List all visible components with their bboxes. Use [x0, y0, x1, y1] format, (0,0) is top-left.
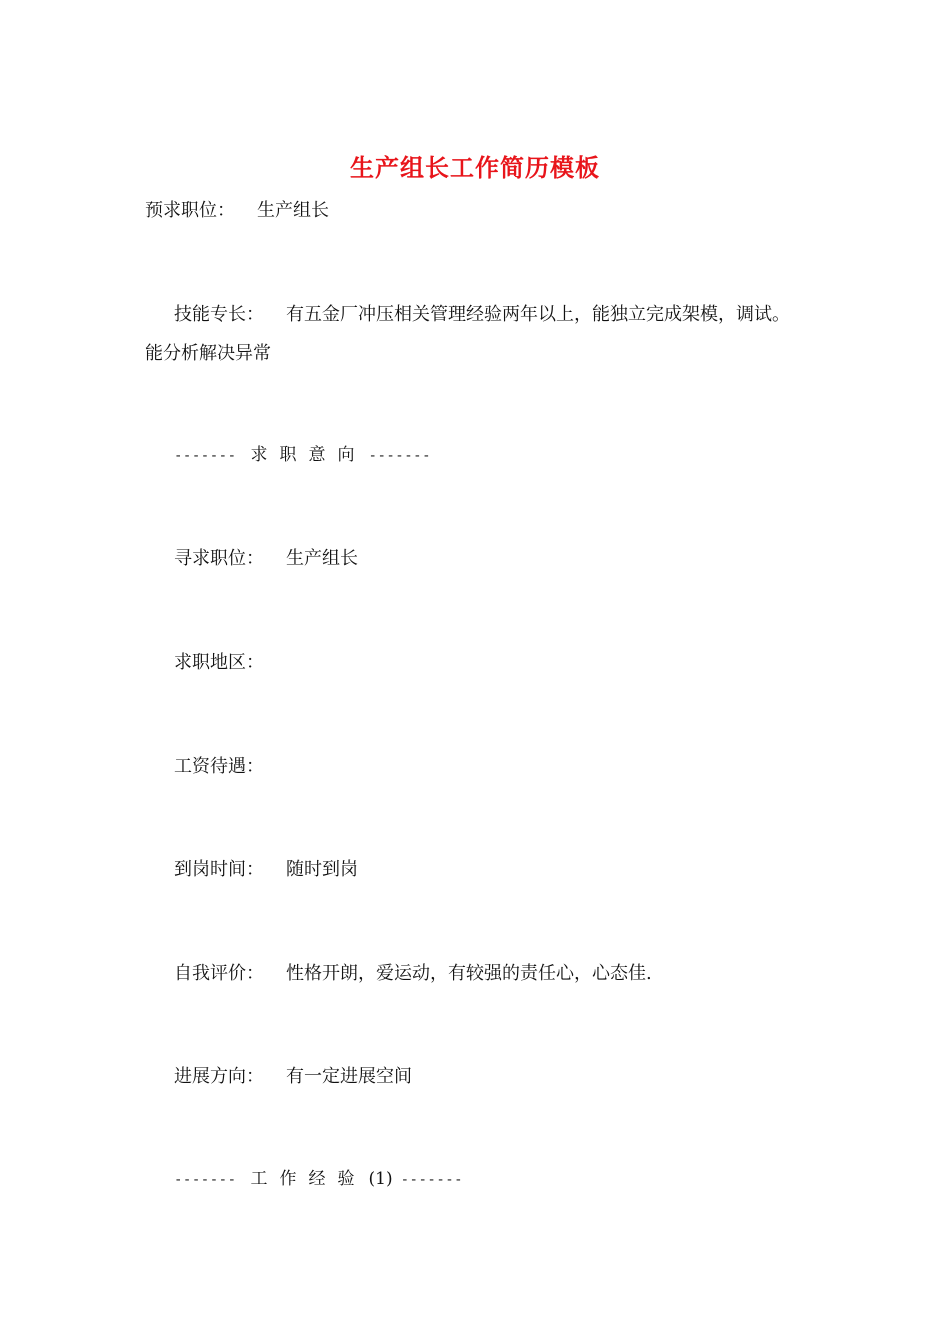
- heading-text: 求职意向: [250, 445, 367, 465]
- direction-value: 有一定进展空间: [286, 1066, 412, 1087]
- heading-text: 工作经验: [250, 1169, 367, 1189]
- arrival-label: 到岗时间：: [174, 859, 264, 880]
- section-heading-experience: [174, 1166, 463, 1193]
- section-heading-intent: [174, 442, 431, 469]
- skills-value-line1: 有五金厂冲压相关管理经验两年以上，能独立完成架模，调试。: [286, 304, 790, 325]
- heading-dashes-left: -------: [174, 448, 237, 464]
- heading-dashes-left: -------: [174, 1172, 237, 1188]
- heading-dashes-right: -------: [368, 448, 432, 464]
- wanted-position-row: [145, 198, 329, 224]
- arrival-value: 随时到岗: [286, 859, 358, 880]
- self-eval-label: 自我评价：: [174, 963, 264, 984]
- direction-row: [174, 1064, 412, 1090]
- skills-value-line2: 能分析解决异常: [145, 343, 271, 364]
- skills-label: 技能专长：: [174, 304, 264, 325]
- arrival-row: [174, 857, 358, 883]
- skills-row: [174, 302, 790, 328]
- wanted-position-label: 预求职位：: [145, 200, 235, 221]
- salary-label: 工资待遇：: [174, 756, 264, 777]
- region-label: 求职地区：: [174, 652, 264, 673]
- region-row: [174, 650, 286, 676]
- heading-suffix: (1): [368, 1169, 393, 1189]
- heading-dashes-right: -------: [400, 1172, 464, 1188]
- document-title: 生产组长工作简历模板: [350, 153, 600, 182]
- seek-position-row: [174, 546, 358, 572]
- self-eval-row: [174, 961, 652, 987]
- self-eval-value: 性格开朗，爱运动，有较强的责任心，心态佳.: [286, 963, 652, 984]
- wanted-position-value: 生产组长: [257, 200, 329, 221]
- direction-label: 进展方向：: [174, 1066, 264, 1087]
- seek-position-label: 寻求职位：: [174, 548, 264, 569]
- salary-row: [174, 754, 286, 780]
- seek-position-value: 生产组长: [286, 548, 358, 569]
